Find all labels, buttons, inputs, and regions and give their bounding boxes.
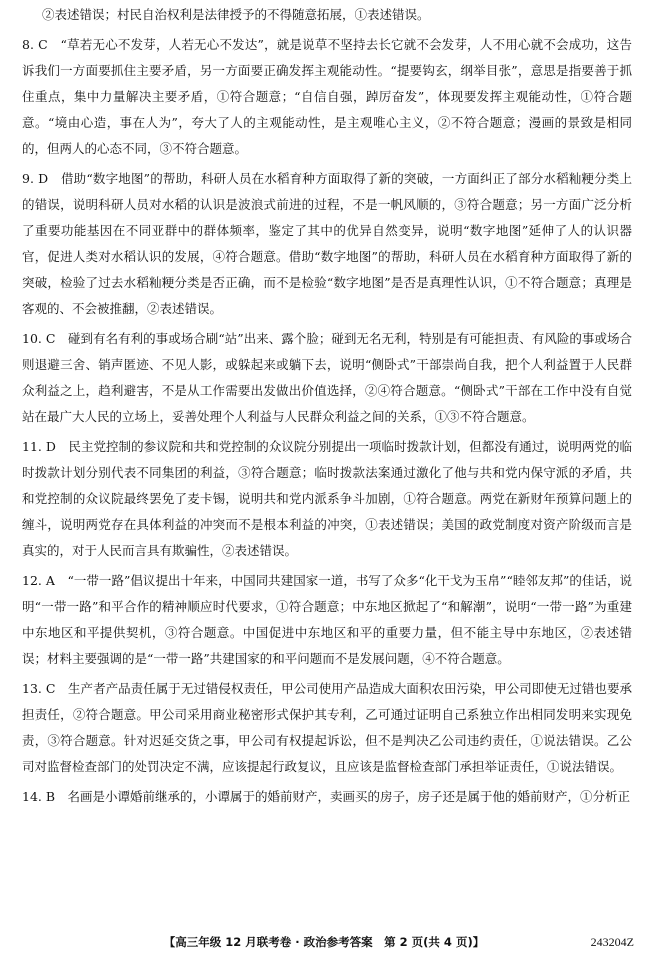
footer-code: 243204Z [590,935,634,949]
answer-item-13: 13. C 生产者产品责任属于无过错侵权责任，甲公司使用产品造成大面积农田污染，甲公司即使无过错也要承担责任，②符合题意。甲公司采用商业秘密形式保护其专利，乙可通过证明自己系独立作出相同发明来实现免责，③符合题意。针对迟延交货之事，甲公司有权提起诉讼，但不是判决乙公司违约责任，①说法错误。乙公司对监督检查部门的处罚决定不满，应该提起行政复议，且应该是监督检查部门承担举证责任，①说法错误。 [22,681,632,774]
page-footer [0,934,648,958]
answer-item-14: 14. B 名画是小谭婚前继承的，小谭属于的婚前财产，卖画买的房子，房子还是属于他的婚前财产，①分析正 [22,789,631,804]
answer-item-12: 12. A “一带一路”倡议提出十年来，中国同共建国家一道，书写了众多“化干戈为玉帛”“睦邻友邦”的佳话，说明“一带一路”和平合作的精神顺应时代要求，①符合题意；中东地区掀起了“和解潮”，说明“一带一路”为重建中东地区和平提供契机，③符合题意。中国促进中东地区和平的重要力量，但不能主导中东地区，②表述错误；材料主要强调的是“一带一路”共建国家的和平问题而不是发展问题，④不符合题意。 [22,573,632,666]
answer-item-11: 11. D 民主党控制的参议院和共和党控制的众议院分别提出一项临时拨款计划，但都没有通过，说明两党的临时拨款计划分别代表不同集团的利益，③符合题意；临时拨款法案通过激化了他与共和党内保守派的矛盾，共和党控制的众议院最终罢免了麦卡锡，说明共和党内派系争斗加剧，①符合题意。两党在新财年预算问题上的缠斗，说明两党存在具体利益的冲突而不是根本利益的冲突，①表述错误；美国的政党制度对资产阶级而言是真实的，对于人民而言具有欺骗性，②表述错误。 [22,439,632,558]
answer-item-9: 9. D 借助“数字地图”的帮助，科研人员在水稻育种方面取得了新的突破，一方面纠正了部分水稻籼粳分类上的错误，说明科研人员对水稻的认识是波浪式前进的过程，不是一帆风顺的，③符合题意；另一方面广泛分析了重要功能基因在不同亚群中的群体频率，鉴定了其中的优异自然变异，说明“数字地图”延伸了人的认识器官，促进人类对水稻认识的发展，④符合题意。借助“数字地图”的帮助，科研人员在水稻育种方面取得了新的突破，检验了过去水稻籼粳分类是否正确，而不是检验“数字地图”是否是真理性认识，①不符合题意；真理是客观的、不会被推翻，②表述错误。 [22,171,632,316]
answer-paragraph-continued: ②表述错误；村民自治权利是法律授予的不得随意拓展，①表述错误。 [42,7,430,22]
answer-item-10: 10. C 碰到有名有利的事或场合刷“站”出来、露个脸；碰到无名无利，特别是有可能担责、有风险的事或场合则退避三舍、销声匿迹、不见人影，或躲起来或躺下去，说明“侧卧式”干部崇尚自我，把个人利益置于人民群众利益之上，趋利避害，不是从工作需要出发做出价值选择，②④符合题意。“侧卧式”干部在工作中没有自觉站在最广大人民的立场上，妥善处理个人利益与人民群众利益之间的关系，①③不符合题意。 [22,331,632,424]
answer-item-8: 8. C “草若无心不发芽，人若无心不发达”，就是说草不坚持去长它就不会发芽，人不用心就不会成功，这告诉我们一方面要抓住主要矛盾，另一方面要正确发挥主观能动性。“提要钩玄，纲举目张”，意思是指要善于抓住重点，集中力量解决主要矛盾，①符合题意；“自信自强，踔厉奋发”，体现要发挥主观能动性，①符合题意。“境由心造，事在人为”，夸大了人的主观能动性，是主观唯心主义，②不符合题意；漫画的景致是相同的，但两人的心态不同，③不符合题意。 [22,37,632,156]
footer-title: 【高三年级 12 月联考卷 · 政治参考答案 第 2 页(共 4 页)】 [163,935,485,949]
answer-content [22,6,632,814]
